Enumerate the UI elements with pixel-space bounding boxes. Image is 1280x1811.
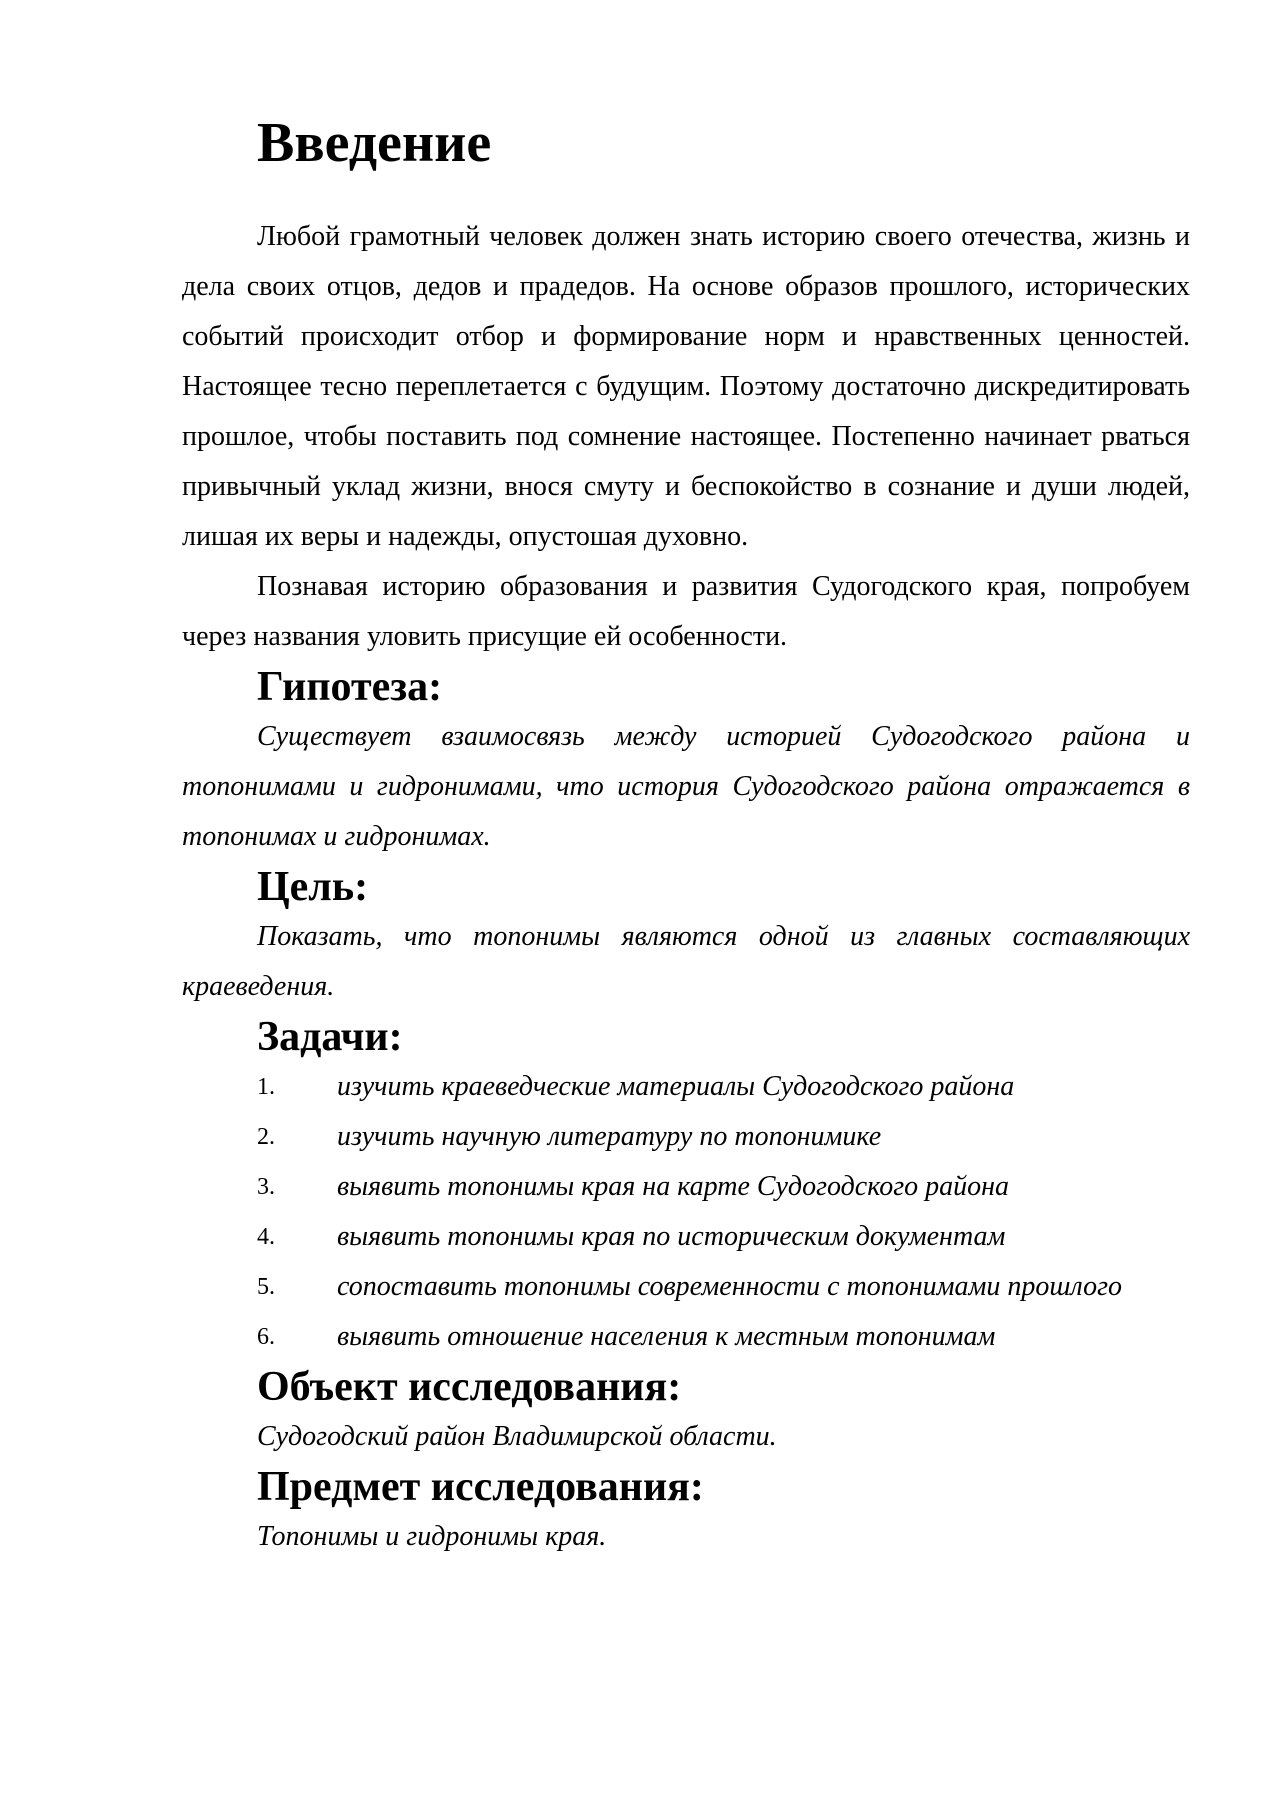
task-text: изучить краеведческие материалы Судогодского района [337, 1071, 1015, 1102]
tasks-heading: Задачи: [257, 1014, 403, 1060]
task-number: 4. [257, 1224, 275, 1250]
task-text: изучить научную литературу по топонимике [337, 1121, 882, 1152]
page-title: Введение [257, 112, 492, 174]
hypothesis-heading: Гипотеза: [257, 664, 443, 710]
object-heading: Объект исследования: [257, 1364, 682, 1410]
task-item [182, 1062, 1190, 1112]
object-text: Судогодский район Владимирской области. [257, 1421, 777, 1452]
document-body [182, 112, 1190, 1562]
task-item [182, 1312, 1190, 1362]
task-number: 2. [257, 1124, 275, 1150]
task-number: 5. [257, 1274, 275, 1300]
task-item [182, 1112, 1190, 1162]
goal-heading: Цель: [257, 864, 369, 910]
task-item [182, 1262, 1190, 1312]
goal-text: Показать, что топонимы являются одной из главных составляющих краеведения. [182, 921, 1190, 1002]
task-text: выявить топонимы края на карте Судогодского района [337, 1171, 1010, 1202]
task-number: 1. [257, 1074, 275, 1100]
task-text: выявить топонимы края по историческим документам [337, 1221, 1006, 1252]
task-item [182, 1162, 1190, 1212]
tasks-list [182, 1062, 1190, 1362]
intro-paragraph-2: Познавая историю образования и развития Судогодского края, попробуем через названия уловить присущие ей особенности. [182, 571, 1190, 652]
subject-text: Топонимы и гидронимы края. [257, 1521, 607, 1552]
task-number: 6. [257, 1324, 275, 1350]
task-item [182, 1212, 1190, 1262]
task-text: выявить отношение населения к местным топонимам [337, 1321, 996, 1352]
task-text: сопоставить топонимы современности с топонимами прошлого [337, 1271, 1123, 1302]
intro-paragraph-1: Любой грамотный человек должен знать историю своего отечества, жизнь и дела своих отцов, дедов и прадедов. На основе образов прошлого, исторических событий происходит отбор и формирование норм и нравственных ценностей. Настоящее тесно переплетается с будущим. Поэтому достаточно дискредитировать прошлое, чтобы поставить под сомнение настоящее. Постепенно начинает рваться привычный уклад жизни, внося смуту и беспокойство в сознание и души людей, лишая их веры и надежды, опустошая духовно. [182, 221, 1190, 552]
hypothesis-text: Существует взаимосвязь между историей Судогодского района и топонимами и гидронимами, что история Судогодского района отражается в топонимах и гидронимах. [182, 721, 1190, 852]
subject-heading: Предмет исследования: [257, 1464, 704, 1510]
title-spacer [182, 168, 1190, 212]
task-number: 3. [257, 1174, 275, 1200]
